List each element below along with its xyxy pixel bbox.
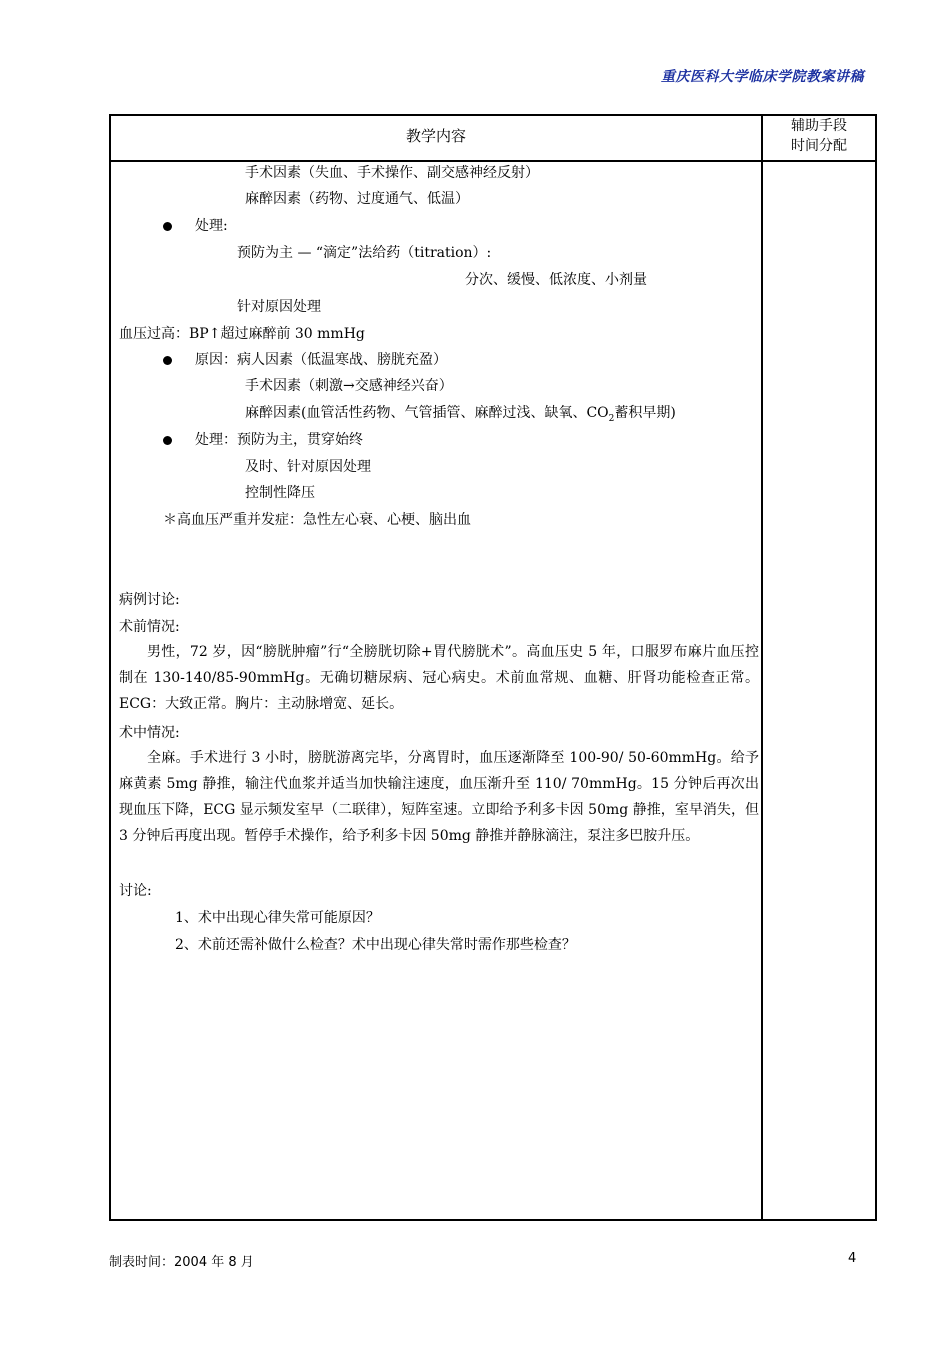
subscript: 2 [608,413,615,424]
column-header-aids-time [763,116,875,156]
text-line: 及时、针对原因处理 [245,459,371,475]
text-line: 分次、缓慢、低浓度、小剂量 [465,272,647,288]
bullet-icon [163,356,172,365]
text-line: 针对原因处理 [237,299,321,315]
text-line: ＊高血压严重并发症：急性左心衰、心梗、脑出血 [163,512,471,528]
column-header-time: 时间分配 [791,138,847,154]
text-line [245,403,676,429]
text-line: 手术因素（刺激→交感神经兴奋） [245,378,453,394]
pre-op-title: 术前情况: [119,619,180,635]
text-line: 手术因素（失血、手术操作、副交感神经反射） [245,165,539,181]
intra-op-title: 术中情况: [119,725,180,741]
column-divider [761,116,763,1219]
page-number: 4 [848,1251,857,1266]
column-header-aids: 辅助手段 [791,118,847,134]
header-row-divider [111,160,875,162]
text-segment: 蓄积早期) [614,405,676,421]
discussion-title: 讨论: [119,883,152,899]
header-brand: 重庆医科大学临床学院教案讲稿 [661,69,864,85]
question-1: 1、术中出现心律失常可能原因？ [175,910,380,926]
text-line: 控制性降压 [245,485,315,501]
text-line: 处理：预防为主，贯穿始终 [195,432,363,448]
text-line: 麻醉因素（药物、过度通气、低温） [245,191,469,207]
text-line: 血压过高：BP↑超过麻醉前 30 mmHg [119,326,365,342]
bullet-icon [163,222,172,231]
column-header-teaching-content: 教学内容 [405,127,466,145]
bullet-icon [163,436,172,445]
text-segment: 麻醉因素(血管活性药物、气管插管、麻醉过浅、缺氧、CO [245,405,609,421]
intra-op-paragraph: 全麻。手术进行 3 小时，膀胱游离完毕，分离胃时，血压逐渐降至 100-90/ 50-60mmHg。给予麻黄素 5mg 静推，输注代血浆并适当加快输注速度，血压渐升至 110/ 70mmHg。15 分钟后再次出现血压下降，ECG 显示频发室早（二联律），短阵室速。立即给予利多卡因 50mg 静推，室早消失，但 3 分钟后再度出现。暂停手术操作，给予利多卡因 50mg 静推并静脉滴注，泵注多巴胺升压。 [119,750,759,844]
text-line: 原因：病人因素（低温寒战、膀胱充盈） [195,352,447,368]
footer-date: 制表时间：2004 年 8 月 [109,1255,254,1270]
pre-op-paragraph: 男性，72 岁，因“膀胱肿瘤”行“全膀胱切除+胃代膀胱术”。高血压史 5 年，口服罗布麻片血压控制在 130-140/85-90mmHg。无确切糖尿病、冠心病史。术前血常规、血糖、肝肾功能检查正常。ECG：大致正常。胸片：主动脉增宽、延长。 [119,644,759,712]
text-line: 预防为主 — “滴定”法给药（titration）: [237,245,492,261]
text-line: 处理: [195,218,228,234]
case-title: 病例讨论: [119,592,180,608]
question-2: 2、术前还需补做什么检查？术中出现心律失常时需作那些检查？ [175,937,576,953]
